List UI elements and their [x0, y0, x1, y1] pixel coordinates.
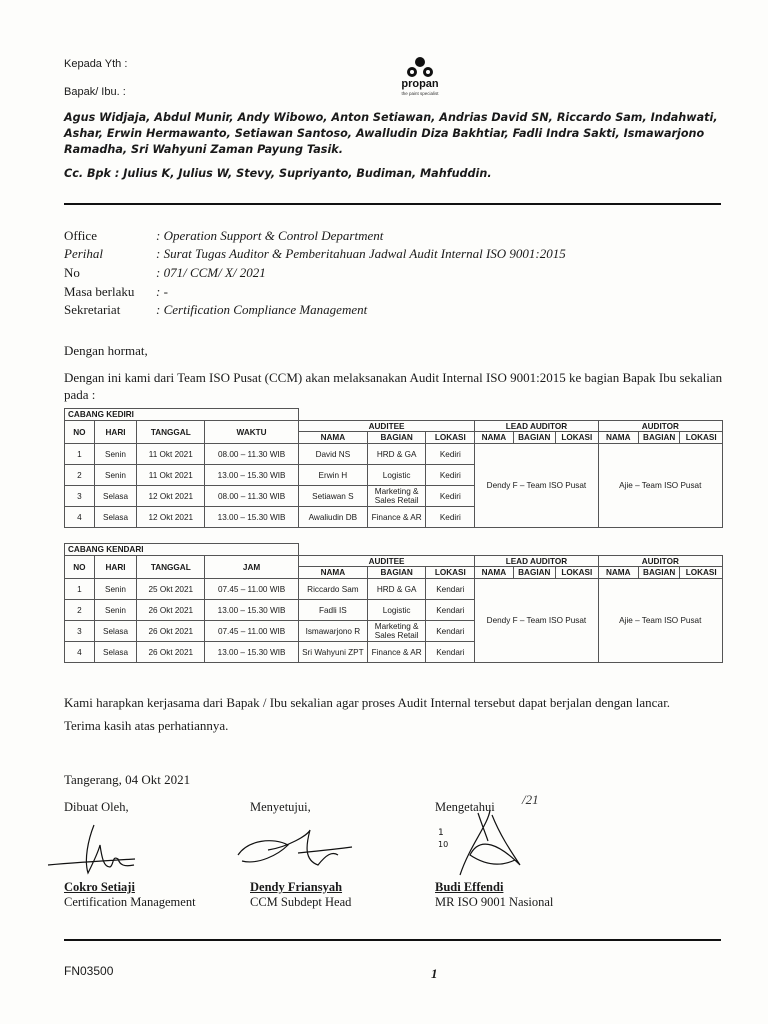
meta-value: : Surat Tugas Auditor & Pemberitahuan Jadwal Audit Internal ISO 9001:2015	[156, 246, 566, 261]
auditor-cell: Ajie – Team ISO Pusat	[598, 444, 722, 528]
header-divider	[64, 203, 721, 205]
table-row: 1 Senin 11 Okt 2021 08.00 – 11.30 WIB David NS HRD & GA Kediri Dendy F – Team ISO Pusat Ajie – Team ISO Pusat	[65, 444, 723, 465]
table-row: 1 Senin 25 Okt 2021 07.45 – 11.00 WIB Riccardo Sam HRD & GA Kendari Dendy F – Team ISO Pusat Ajie – Team ISO Pusat	[65, 579, 723, 600]
schedule-table-kediri	[64, 408, 723, 528]
col-lead-auditor: LEAD AUDITOR	[475, 421, 598, 432]
col-loc: LOKASI	[680, 432, 723, 444]
col-loc: LOKASI	[426, 432, 475, 444]
signature-icon	[40, 815, 160, 885]
table-row: 4 Selasa 12 Okt 2021 13.00 – 15.30 WIB Awaliudin DB Finance & AR Kediri	[65, 507, 723, 528]
auditor-cell: Ajie – Team ISO Pusat	[598, 579, 722, 663]
svg-text:propan: propan	[401, 78, 439, 90]
col-date: TANGGAL	[137, 421, 205, 444]
table-row: 2 Senin 26 Okt 2021 13.00 – 15.30 WIB Fadli IS Logistic Kendari	[65, 600, 723, 621]
col-loc: LOKASI	[680, 567, 723, 579]
lead-auditor-cell: Dendy F – Team ISO Pusat	[475, 579, 598, 663]
col-name: NAMA	[598, 432, 638, 444]
svg-text:the paint specialist: the paint specialist	[401, 91, 439, 96]
col-loc: LOKASI	[556, 567, 599, 579]
svg-text:10: 10	[438, 840, 449, 849]
col-day: HARI	[94, 421, 137, 444]
meta-label: Masa berlaku	[64, 284, 135, 299]
col-dept: BAGIAN	[367, 432, 425, 444]
meta-value: : Certification Compliance Management	[156, 302, 368, 317]
signature-icon	[430, 805, 540, 885]
table-row: 3 Selasa 26 Okt 2021 07.45 – 11.00 WIB Ismawarjono R Marketing & Sales Retail Kendari	[65, 621, 723, 642]
col-auditee: AUDITEE	[298, 421, 474, 432]
addressee-list: Agus Widjaja, Abdul Munir, Andy Wibowo, Anton Setiawan, Andrias David SN, Riccardo Sam, Indahwati, Ashar, Erwin Hermawanto, Setiawan Santoso, Awalludin Diza Bakhtiar, Fadli Indra Sakti, Ismawarjono Ramadha, Sri Wahyuni Zaman Payung Tasik.	[64, 111, 718, 156]
greeting: Dengan hormat,	[64, 343, 148, 358]
col-auditor: AUDITOR	[598, 556, 722, 567]
meta-label: Sekretariat	[64, 302, 121, 317]
signer-name: Budi Effendi	[435, 880, 504, 894]
cc-list: Cc. Bpk : Julius K, Julius W, Stevy, Supriyanto, Budiman, Mahfuddin.	[64, 167, 492, 180]
col-auditee: AUDITEE	[298, 556, 474, 567]
closing-paragraph: Kami harapkan kerjasama dari Bapak / Ibu sekalian agar proses Audit Internal tersebut dapat berjalan dengan lancar.	[64, 695, 671, 710]
col-loc: LOKASI	[556, 432, 599, 444]
col-time: JAM	[205, 556, 299, 579]
propan-logo-icon	[388, 54, 452, 100]
col-loc: LOKASI	[426, 567, 475, 579]
lead-auditor-cell: Dendy F – Team ISO Pusat	[475, 444, 598, 528]
form-code: FN03500	[64, 964, 114, 978]
table-row: 4 Selasa 26 Okt 2021 13.00 – 15.30 WIB Sri Wahyuni ZPT Finance & AR Kendari	[65, 642, 723, 663]
branch-title: CABANG KENDARI	[65, 544, 299, 556]
meta-label: Perihal	[64, 246, 103, 261]
sir-label: Bapak/ Ibu. :	[64, 86, 126, 98]
footer-divider	[64, 939, 721, 941]
signer-name: Dendy Friansyah	[250, 880, 343, 894]
col-lead-auditor: LEAD AUDITOR	[475, 556, 598, 567]
place-date: Tangerang, 04 Okt 2021	[64, 772, 191, 787]
company-logo	[388, 54, 452, 100]
meta-value: : Operation Support & Control Department	[156, 228, 384, 243]
col-no: NO	[65, 421, 95, 444]
signer-name: Cokro Setiaji	[64, 880, 135, 894]
col-dept: BAGIAN	[513, 567, 556, 579]
signer-role: Certification Management	[64, 895, 196, 909]
signer-role: MR ISO 9001 Nasional	[435, 895, 554, 909]
col-date: TANGGAL	[137, 556, 205, 579]
col-name: NAMA	[298, 432, 367, 444]
thanks-paragraph: Terima kasih atas perhatiannya.	[64, 718, 229, 733]
meta-value: : -	[156, 284, 168, 299]
to-label: Kepada Yth :	[64, 58, 128, 70]
col-no: NO	[65, 556, 95, 579]
table-row: 3 Selasa 12 Okt 2021 08.00 – 11.30 WIB Setiawan S Marketing & Sales Retail Kediri	[65, 486, 723, 507]
col-day: HARI	[94, 556, 137, 579]
signature-icon	[228, 825, 358, 880]
col-name: NAMA	[598, 567, 638, 579]
svg-text:1: 1	[438, 828, 444, 838]
schedule-table-kendari	[64, 543, 723, 663]
page-number: 1	[431, 966, 438, 981]
col-name: NAMA	[475, 432, 513, 444]
col-dept: BAGIAN	[638, 567, 679, 579]
col-name: NAMA	[298, 567, 367, 579]
signature-caption: Menyetujui,	[250, 800, 311, 814]
handwritten-note: /21	[522, 792, 539, 807]
signature-caption: Dibuat Oleh,	[64, 800, 129, 814]
meta-label: No	[64, 265, 80, 280]
meta-label: Office	[64, 228, 97, 243]
col-dept: BAGIAN	[513, 432, 556, 444]
intro-paragraph: Dengan ini kami dari Team ISO Pusat (CCM) akan melaksanakan Audit Internal ISO 9001:2015 ke bagian Bapak Ibu sekalian pada :	[64, 370, 723, 402]
signer-role: CCM Subdept Head	[250, 895, 352, 909]
signature-caption: Mengetahui	[435, 800, 495, 814]
col-dept: BAGIAN	[638, 432, 679, 444]
branch-title: CABANG KEDIRI	[65, 409, 299, 421]
col-auditor: AUDITOR	[598, 421, 722, 432]
col-name: NAMA	[475, 567, 513, 579]
col-dept: BAGIAN	[367, 567, 425, 579]
col-time: WAKTU	[205, 421, 299, 444]
meta-value: : 071/ CCM/ X/ 2021	[156, 265, 266, 280]
table-row: 2 Senin 11 Okt 2021 13.00 – 15.30 WIB Erwin H Logistic Kediri	[65, 465, 723, 486]
